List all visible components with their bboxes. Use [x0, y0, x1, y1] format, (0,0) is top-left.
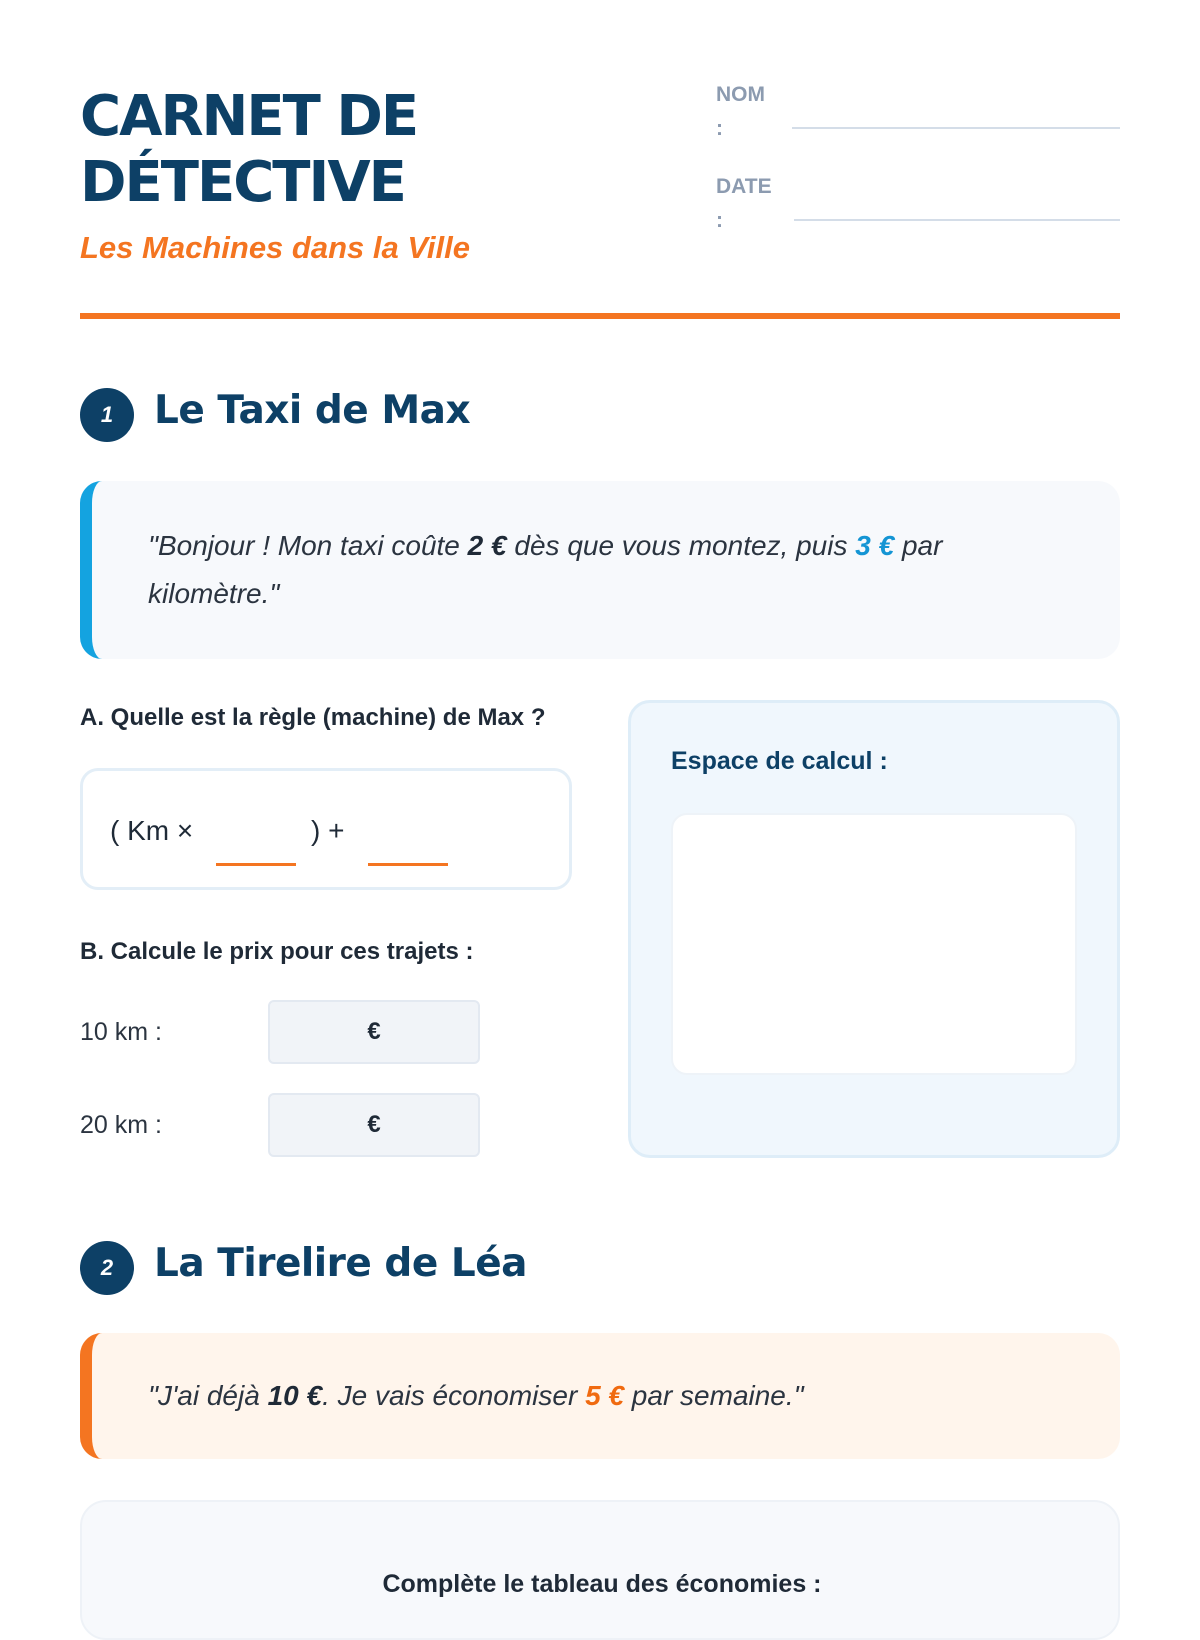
answer-20km-input[interactable]: € [268, 1093, 480, 1157]
section-1-title: Le Taxi de Max [154, 388, 471, 433]
savings-table-title: Complète le tableau des économies : [382, 1570, 822, 1598]
question-b: B. Calcule le prix pour ces trajets : [80, 938, 474, 965]
date-label: DATE : [716, 175, 772, 232]
taxi-quote: "Bonjour ! Mon taxi coûte 2 € dès que vous montez, puis 3 € par kilomètre." [80, 481, 1120, 659]
header-divider [80, 313, 1120, 319]
name-label: NOM : [716, 83, 765, 140]
rule-blank-1[interactable] [216, 863, 296, 866]
calc-label: Espace de calcul : [671, 747, 888, 775]
question-a: A. Quelle est la règle (machine) de Max ? [80, 704, 546, 731]
section-2-badge: 2 [80, 1241, 134, 1295]
section-1-badge: 1 [80, 388, 134, 442]
worksheet-page [80, 0, 1120, 1600]
rule-text-km: ( Km × [110, 815, 194, 846]
section-2-title: La Tirelire de Léa [154, 1241, 527, 1286]
savings-table-card [80, 1500, 1120, 1640]
rule-text-plus: ) + [311, 815, 345, 846]
row-label-20km: 20 km : [80, 1111, 162, 1139]
page-subtitle: Les Machines dans la Ville [80, 230, 470, 265]
title-line-1: CARNET DE [80, 84, 418, 149]
calc-panel [628, 700, 1120, 1158]
rule-box [80, 768, 572, 890]
name-field[interactable] [792, 127, 1120, 129]
page-title [80, 84, 640, 216]
row-label-10km: 10 km : [80, 1018, 162, 1046]
title-line-2: DÉTECTIVE [80, 150, 405, 215]
answer-10km-input[interactable]: € [268, 1000, 480, 1064]
calc-area[interactable] [671, 813, 1077, 1075]
date-field[interactable] [794, 219, 1120, 221]
rule-blank-2[interactable] [368, 863, 448, 866]
piggybank-quote: "J'ai déjà 10 €. Je vais économiser 5 € par semaine." [80, 1333, 1120, 1459]
